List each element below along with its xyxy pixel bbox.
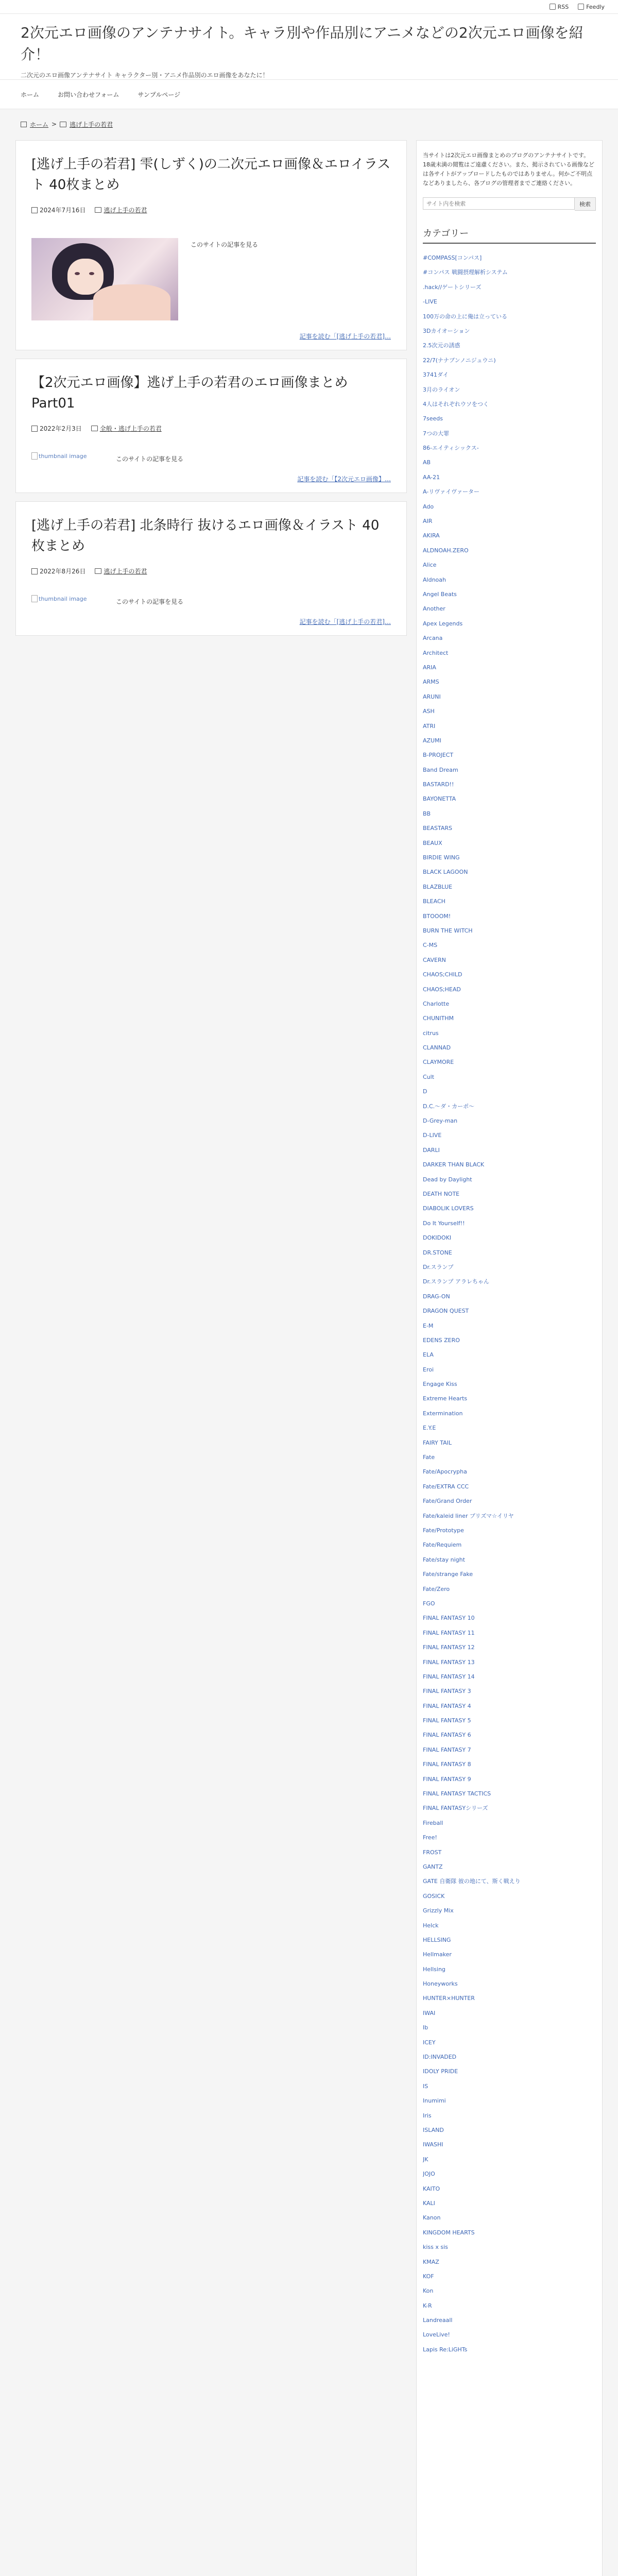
breadcrumb [0,109,618,130]
calendar-icon [31,426,38,432]
category-item[interactable]: 3741ダイ [423,371,449,379]
category-item[interactable]: AIR [423,518,433,525]
category-item[interactable]: Engage Kiss [423,1381,457,1388]
category-item[interactable]: Band Dream [423,766,458,773]
top-utility-bar [0,0,618,14]
category-item[interactable]: Hellsing [423,1965,445,1973]
post-category [95,206,147,214]
category-item[interactable]: KOF [423,2273,434,2280]
category-item[interactable]: Free! [423,1834,437,1841]
category-item[interactable]: FINAL FANTASY 10 [423,1615,475,1622]
category-item[interactable]: LoveLive! [423,2331,450,2338]
category-item[interactable]: Kanon [423,2214,441,2222]
category-item[interactable]: DEATH NOTE [423,1191,460,1197]
category-item[interactable]: Kon [423,2287,434,2295]
category-item[interactable]: BURN THE WITCH [423,927,473,934]
category-item[interactable]: Fate/Zero [423,1585,450,1592]
category-item[interactable]: Extermination [423,1410,463,1417]
category-item[interactable]: D [423,1088,427,1095]
category-item[interactable]: ATRI [423,722,436,730]
category-item[interactable]: 3Dカイオーション [423,327,470,334]
category-item[interactable]: BB [423,810,431,817]
post-date [31,206,85,214]
calendar-icon [31,207,38,213]
post-date [31,424,82,433]
category-item[interactable]: ALDNOAH.ZERO [423,547,469,554]
post-card [15,501,407,636]
category-item[interactable]: FINAL FANTASY 6 [423,1732,471,1739]
category-item[interactable]: Cult [423,1073,435,1080]
category-item[interactable]: BIRDIE WING [423,854,460,861]
category-item[interactable]: Extreme Hearts [423,1395,468,1402]
readmore-link[interactable]: 記事を読む「[逃げ上手の若君]… [299,618,391,625]
category-item[interactable]: Fate/Apocrypha [423,1468,467,1476]
post-title[interactable]: [逃げ上手の若君] 雫(しずく)の二次元エロ画像＆エロイラスト 40枚まとめ [31,157,391,193]
thumb-body [93,284,170,320]
category-item[interactable]: Fate/Prototype [423,1527,464,1534]
post-body [31,238,391,320]
post-thumbnail[interactable] [31,452,104,460]
category-item[interactable]: C-MS [423,942,438,949]
category-item[interactable]: Charlotte [423,1000,450,1007]
thumb-eye [75,272,80,275]
category-item[interactable]: K-R [423,2302,432,2309]
category-item[interactable]: 100万の命の上に俺は立っている [423,313,507,320]
readmore-link[interactable]: 記事を読む「【2次元エロ画像】… [297,476,391,483]
category-item[interactable]: ISLAND [423,2127,444,2133]
category-item[interactable]: ARUNI [423,693,441,700]
category-item[interactable]: kiss x sis [423,2244,448,2251]
category-item[interactable]: FINAL FANTASY 12 [423,1644,475,1651]
category-item[interactable]: BLACK LAGOON [423,869,468,876]
post-meta [31,206,391,214]
category-item[interactable]: .hack//ゲートシリーズ [423,283,482,291]
category-item[interactable]: IWASHI [423,2141,443,2148]
thumbnail-alt-text: thumbnail image [39,595,87,602]
category-item[interactable]: FINAL FANTASY 4 [423,1702,471,1709]
category-item[interactable]: FGO [423,1600,435,1607]
category-item[interactable]: A-リヴァイヴァーター [423,488,480,496]
category-item[interactable]: Ado [423,503,434,510]
category-item[interactable]: -LIVE [423,298,437,306]
category-item[interactable]: Helck [423,1922,439,1929]
category-item[interactable]: 7seeds [423,415,443,422]
category-item[interactable]: ARIA [423,664,436,671]
readmore-link[interactable]: 記事を読む「[逃げ上手の若君]… [299,333,391,340]
broken-image-icon [31,595,38,602]
category-item[interactable]: AKIRA [423,532,440,539]
post-card [15,359,407,493]
category-item[interactable]: Architect [423,649,449,656]
readmore [31,617,391,626]
post-meta [31,424,391,433]
category-item[interactable]: BLEACH [423,898,445,905]
categories-title: カテゴリー [423,226,596,244]
site-description: 二次元のエロ画像アンテナサイト キャラクター別・アニメ作品別のエロ画像をあなたに！ [21,72,269,79]
category-item[interactable]: Fate/EXTRA CCC [423,1483,469,1490]
category-item[interactable]: ASH [423,708,435,715]
category-item[interactable]: IDOLY PRIDE [423,2068,458,2075]
category-item[interactable]: 86-エイティシックス- [423,445,479,452]
post-category [95,567,147,575]
post-list [15,140,407,644]
category-item[interactable]: FINAL FANTASY 11 [423,1629,475,1636]
post-category-link[interactable]: 全般・逃げ上手の若君 [99,425,162,432]
search-button[interactable]: 検索 [575,197,596,211]
post-title[interactable]: 【2次元エロ画像】逃げ上手の若君のエロ画像まとめ Part01 [31,375,348,411]
post-date-text: 2022年2月3日 [40,425,82,432]
post-category-link[interactable]: 逃げ上手の若君 [104,568,147,575]
category-item[interactable]: ICEY [423,2039,436,2046]
category-item[interactable]: JOJO [423,2171,435,2178]
post-body [31,595,391,606]
category-item[interactable]: ARMS [423,679,439,686]
post-lead: このサイトの記事を見る [116,455,184,463]
broken-image-icon [31,452,38,460]
post-lead: このサイトの記事を見る [191,241,259,248]
category-item[interactable]: 4人はそれぞれウソをつく [423,400,489,408]
post-date-text: 2022年8月26日 [40,568,86,575]
category-item[interactable]: D.C.～ダ・カーポ～ [423,1103,475,1110]
home-icon [21,122,27,127]
search-input[interactable] [423,197,575,210]
category-item[interactable]: Another [423,605,445,613]
post-thumbnail[interactable] [31,238,178,320]
category-item[interactable]: Fireball [423,1819,443,1826]
post-category-link[interactable]: 逃げ上手の若君 [104,207,147,214]
category-item[interactable]: DRAGON QUEST [423,1308,469,1315]
category-item[interactable]: ID:INVADED [423,2054,457,2061]
category-item[interactable]: GATE 自衛隊 彼の地にて、斯く戦えり [423,1878,521,1885]
folder-icon [95,207,101,213]
site-intro: 当サイトは2次元エロ画像まとめのブログのアンテナサイトです。18歳未満の閲覧はご遠慮ください。また、掲示されている画像などは各サイトがアップロードしたものではありません。何かご不明点などありましたら、各ブログの管理者までご連絡ください。 [423,152,594,187]
category-item[interactable]: EDENS ZERO [423,1336,460,1344]
category-item[interactable]: FINAL FANTASY 8 [423,1761,471,1768]
category-item[interactable]: BEASTARS [423,825,453,832]
category-item[interactable]: Angel Beats [423,590,457,598]
category-item[interactable]: 7つの大罪 [423,430,449,437]
category-item[interactable]: HELLSING [423,1936,451,1943]
category-item[interactable]: IS [423,2082,428,2090]
category-item[interactable]: citrus [423,1029,439,1037]
category-item[interactable]: Fate [423,1454,435,1461]
category-item[interactable]: GANTZ [423,1863,443,1870]
category-item[interactable]: BEAUX [423,839,442,846]
category-item[interactable]: GOSICK [423,1892,445,1900]
category-item[interactable]: AA-21 [423,473,440,481]
category-item[interactable]: DOKIDOKI [423,1234,452,1242]
category-item[interactable]: CLANNAD [423,1044,451,1052]
post-thumbnail[interactable] [31,595,104,602]
category-item[interactable]: E-M [423,1322,434,1329]
category-item[interactable]: Iris [423,2112,432,2119]
category-item[interactable]: Do It Yourself!! [423,1219,465,1227]
category-item[interactable]: BAYONETTA [423,795,456,803]
thumb-eye [89,272,94,275]
category-item[interactable]: Honeyworks [423,1980,458,1988]
category-item[interactable]: #コンパス 戦闘摂理解析システム [423,269,508,276]
site-header [0,14,618,80]
nav-item-contact[interactable]: お問い合わせフォーム [58,91,119,98]
folder-icon [91,426,98,431]
category-item[interactable]: FINAL FANTASY TACTICS [423,1790,491,1798]
category-item[interactable]: Arcana [423,635,443,642]
category-item[interactable]: Ib [423,2024,428,2031]
thumb-face [67,259,104,295]
category-item[interactable]: HUNTER×HUNTER [423,1995,475,2002]
category-item[interactable]: BLAZBLUE [423,883,453,890]
breadcrumb-separator: > [52,121,57,128]
category-item[interactable]: CAVERN [423,956,446,963]
category-item[interactable]: KAITO [423,2185,440,2192]
nav-item-home[interactable]: ホーム [21,91,40,98]
category-item[interactable]: FINAL FANTASY 7 [423,1746,471,1753]
category-item[interactable]: FINAL FANTASY 9 [423,1775,471,1783]
category-item[interactable]: BTOOOM! [423,912,451,920]
post-card [15,140,407,350]
category-item[interactable]: IWAI [423,2009,436,2016]
category-item[interactable]: 3月のライオン [423,386,460,393]
category-item[interactable]: FINAL FANTASY 3 [423,1688,471,1695]
category-item[interactable]: Dead by Daylight [423,1176,472,1183]
readmore [31,474,391,483]
feedly-link[interactable] [578,4,605,10]
post-lead: このサイトの記事を見る [116,598,184,605]
category-item[interactable]: Dr.スランプ [423,1263,454,1270]
category-item[interactable]: KINGDOM HEARTS [423,2229,475,2236]
category-item[interactable]: 2.5次元の誘惑 [423,342,460,349]
readmore [31,332,391,341]
category-item[interactable]: DARKER THAN BLACK [423,1161,485,1168]
category-item[interactable]: FAIRY TAIL [423,1439,452,1446]
category-item[interactable]: CLAYMORE [423,1059,454,1066]
post-date [31,567,85,575]
breadcrumb-current[interactable]: 逃げ上手の若君 [70,121,113,128]
global-nav [0,80,618,109]
category-item[interactable]: DRAG-ON [423,1293,450,1300]
category-item[interactable]: Dr.スランプ アラレちゃん [423,1278,489,1285]
category-item[interactable]: Inumimi [423,2097,446,2105]
feedly-icon [578,4,584,10]
category-item[interactable]: BASTARD!! [423,781,454,788]
category-item[interactable]: Apex Legends [423,620,463,627]
category-item[interactable]: Eroi [423,1366,434,1373]
category-item[interactable]: KMAZ [423,2258,439,2265]
post-body [31,452,391,463]
category-item[interactable]: FINAL FANTASY 5 [423,1717,471,1724]
category-item[interactable]: Fate/Requiem [423,1541,462,1549]
category-item[interactable]: Grizzly Mix [423,1907,454,1914]
category-item[interactable]: D-LIVE [423,1132,442,1139]
post-meta [31,567,391,575]
category-item[interactable]: FINAL FANTASYシリーズ [423,1805,488,1812]
rss-label: RSS [557,3,569,10]
category-item[interactable]: B-PROJECT [423,752,454,759]
category-item[interactable]: Fate/Grand Order [423,1498,472,1505]
category-item[interactable]: Fate/strange Fake [423,1571,473,1578]
sidebar [416,140,603,2576]
calendar-icon [31,568,38,574]
nav-item-sample[interactable]: サンプルページ [138,91,181,98]
category-item[interactable]: CHAOS;HEAD [423,986,461,993]
category-item[interactable]: Alice [423,562,437,569]
category-item[interactable]: E.Y.E [423,1425,436,1432]
breadcrumb-home[interactable]: ホーム [30,121,49,128]
rss-link[interactable] [550,4,569,10]
category-item[interactable]: ELA [423,1351,434,1359]
category-item[interactable]: 22/7(ナナブンノニジュウニ) [423,357,496,364]
category-item[interactable]: Aldnoah [423,576,446,583]
folder-icon [60,122,66,127]
category-item[interactable]: DARLI [423,1146,440,1154]
category-item[interactable]: FINAL FANTASY 14 [423,1673,475,1680]
category-item[interactable]: Fate/stay night [423,1556,465,1563]
category-item[interactable]: FROST [423,1849,442,1856]
category-item[interactable]: DR.STONE [423,1249,452,1256]
category-item[interactable]: Fate/kaleid liner プリズマ☆イリヤ [423,1512,514,1519]
category-item[interactable]: Hellmaker [423,1951,452,1958]
post-category [91,424,162,433]
category-item[interactable]: CHUNITHM [423,1015,454,1022]
category-item[interactable]: #COMPASS[コンパス] [423,255,482,261]
feedly-label: Feedly [586,3,605,10]
folder-icon [95,568,101,574]
rss-icon [550,4,556,10]
category-item[interactable]: AZUMI [423,737,441,744]
category-item[interactable]: FINAL FANTASY 13 [423,1658,475,1666]
post-title[interactable]: [逃げ上手の若君] 北条時行 抜けるエロ画像＆イラスト 40枚まとめ [31,518,380,554]
category-item[interactable]: Lapis Re:LiGHTs [423,2346,468,2353]
search-form [423,197,596,211]
category-item[interactable]: CHAOS;CHILD [423,971,462,978]
thumbnail-alt-text: thumbnail image [39,452,87,460]
post-date-text: 2024年7月16日 [40,207,86,214]
category-item[interactable]: JK [423,2156,428,2163]
category-item[interactable]: DIABOLIK LOVERS [423,1205,474,1212]
category-item[interactable]: ΑΒ [423,459,431,466]
category-item[interactable]: KALI [423,2199,435,2207]
category-item[interactable]: D-Grey-man [423,1117,458,1125]
site-title[interactable]: 2次元エロ画像のアンテナサイト。キャラ別や作品別にアニメなどの2次元エロ画像を紹介！ [21,24,583,63]
category-list [423,251,596,2357]
category-item[interactable]: Landreaall [423,2317,453,2324]
